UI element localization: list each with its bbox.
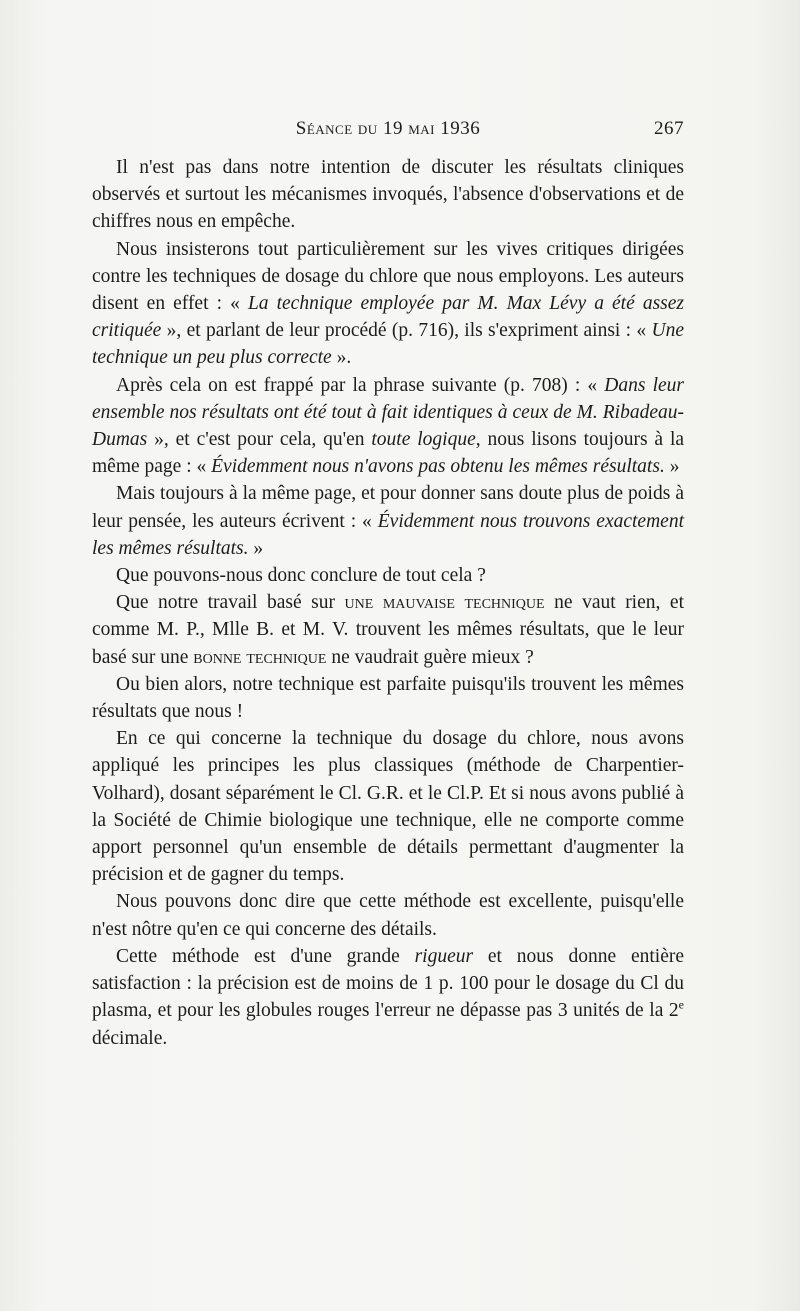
emphasis-toute-logique: toute logique — [371, 429, 476, 451]
paragraph-8: En ce qui concerne la technique du dosage du chlore, nous avons appliqué les principes les plus classiques (méthode de Charpentier-Volhard), dosant séparément le Cl. G.R. et le Cl.P. Et si nous avons publié à la Société de Chimie biologique une technique, elle ne comporte comme apport personnel qu'un ensemble de détails permettant d'augmenter la précision et de gagner du temps. — [92, 728, 684, 886]
header-month: mai — [408, 118, 435, 139]
header-session: Séance du — [295, 118, 378, 139]
header-title — [92, 118, 684, 140]
header-day: 19 — [382, 118, 403, 139]
paragraph-6: Que notre travail basé sur une mauvaise technique ne vaut rien, et comme M. P., Mlle B. et M. V. trouvent les mêmes résultats, que le leur basé sur une bonne technique ne vaudrait guère mieux ? — [92, 592, 684, 668]
paragraph-10: Cette méthode est d'une grande rigueur et nous donne entière satisfaction : la précision est de moins de 1 p. 100 pour le dosage du Cl du plasma, et pour les globules rouges l'erreur ne dépasse pas 3 unités de la 2e décimale. — [92, 945, 684, 1049]
quote-exactement-memes: Évidemment nous trouvons exactement les mêmes résultats. — [92, 510, 684, 559]
paragraph-5: Que pouvons-nous donc conclure de tout cela ? — [116, 565, 486, 587]
page-number: 267 — [654, 118, 684, 139]
quote-pas-obtenu: Évidemment nous n'avons pas obtenu les mêmes résultats. — [211, 456, 665, 478]
paragraph-1: Il n'est pas dans notre intention de discuter les résultats cliniques observés et surtout les mécanismes invoqués, l'absence d'observations et de chiffres nous en empêche. — [92, 157, 684, 233]
header-year: 1936 — [440, 118, 481, 139]
paragraph-4: Mais toujours à la même page, et pour donner sans doute plus de poids à leur pensée, les auteurs écrivent : « Évidemment nous trouvons exactement les mêmes résultats. » — [92, 483, 684, 559]
small-caps-mauvaise-technique: une mauvaise technique — [344, 592, 545, 614]
paragraph-2: Nous insisterons tout particulièrement sur les vives critiques dirigées contre les techniques de dosage du chlore que nous employons. Les auteurs disent en effet : « La technique employée par M. Max Lévy a été assez critiquée », et parlant de leur procédé (p. 716), ils s'expriment ainsi : « Une technique un peu plus correcte ». — [92, 238, 685, 369]
paragraph-7: Ou bien alors, notre technique est parfaite puisqu'ils trouvent les mêmes résultats que nous ! — [92, 673, 684, 723]
running-header — [92, 118, 684, 148]
small-caps-bonne-technique: bonne technique — [193, 646, 327, 668]
quote-technique-employee: La technique employée par M. Max Lévy a été assez critiquée — [92, 293, 685, 342]
quote-resultats-identiques: Dans leur ensemble nos résultats ont été tout à fait identiques à ceux de M. Ribadeau-Dumas — [92, 374, 684, 451]
body-text — [92, 154, 684, 1052]
paragraph-3: Après cela on est frappé par la phrase suivante (p. 708) : « Dans leur ensemble nos résultats ont été tout à fait identiques à ceux de M. Ribadeau-Dumas », et c'est pour cela, qu'en toute logique, nous lisons toujours à la même page : « Évidemment nous n'avons pas obtenu les mêmes résultats. » — [92, 374, 685, 478]
superscript-e: e — [678, 997, 684, 1012]
paragraph-9: Nous pouvons donc dire que cette méthode est excellente, puisqu'elle n'est nôtre qu'en ce qui concerne des détails. — [92, 891, 684, 940]
quote-technique-correcte: Une technique un peu plus correcte — [92, 320, 684, 369]
emphasis-rigueur: rigueur — [414, 945, 474, 967]
